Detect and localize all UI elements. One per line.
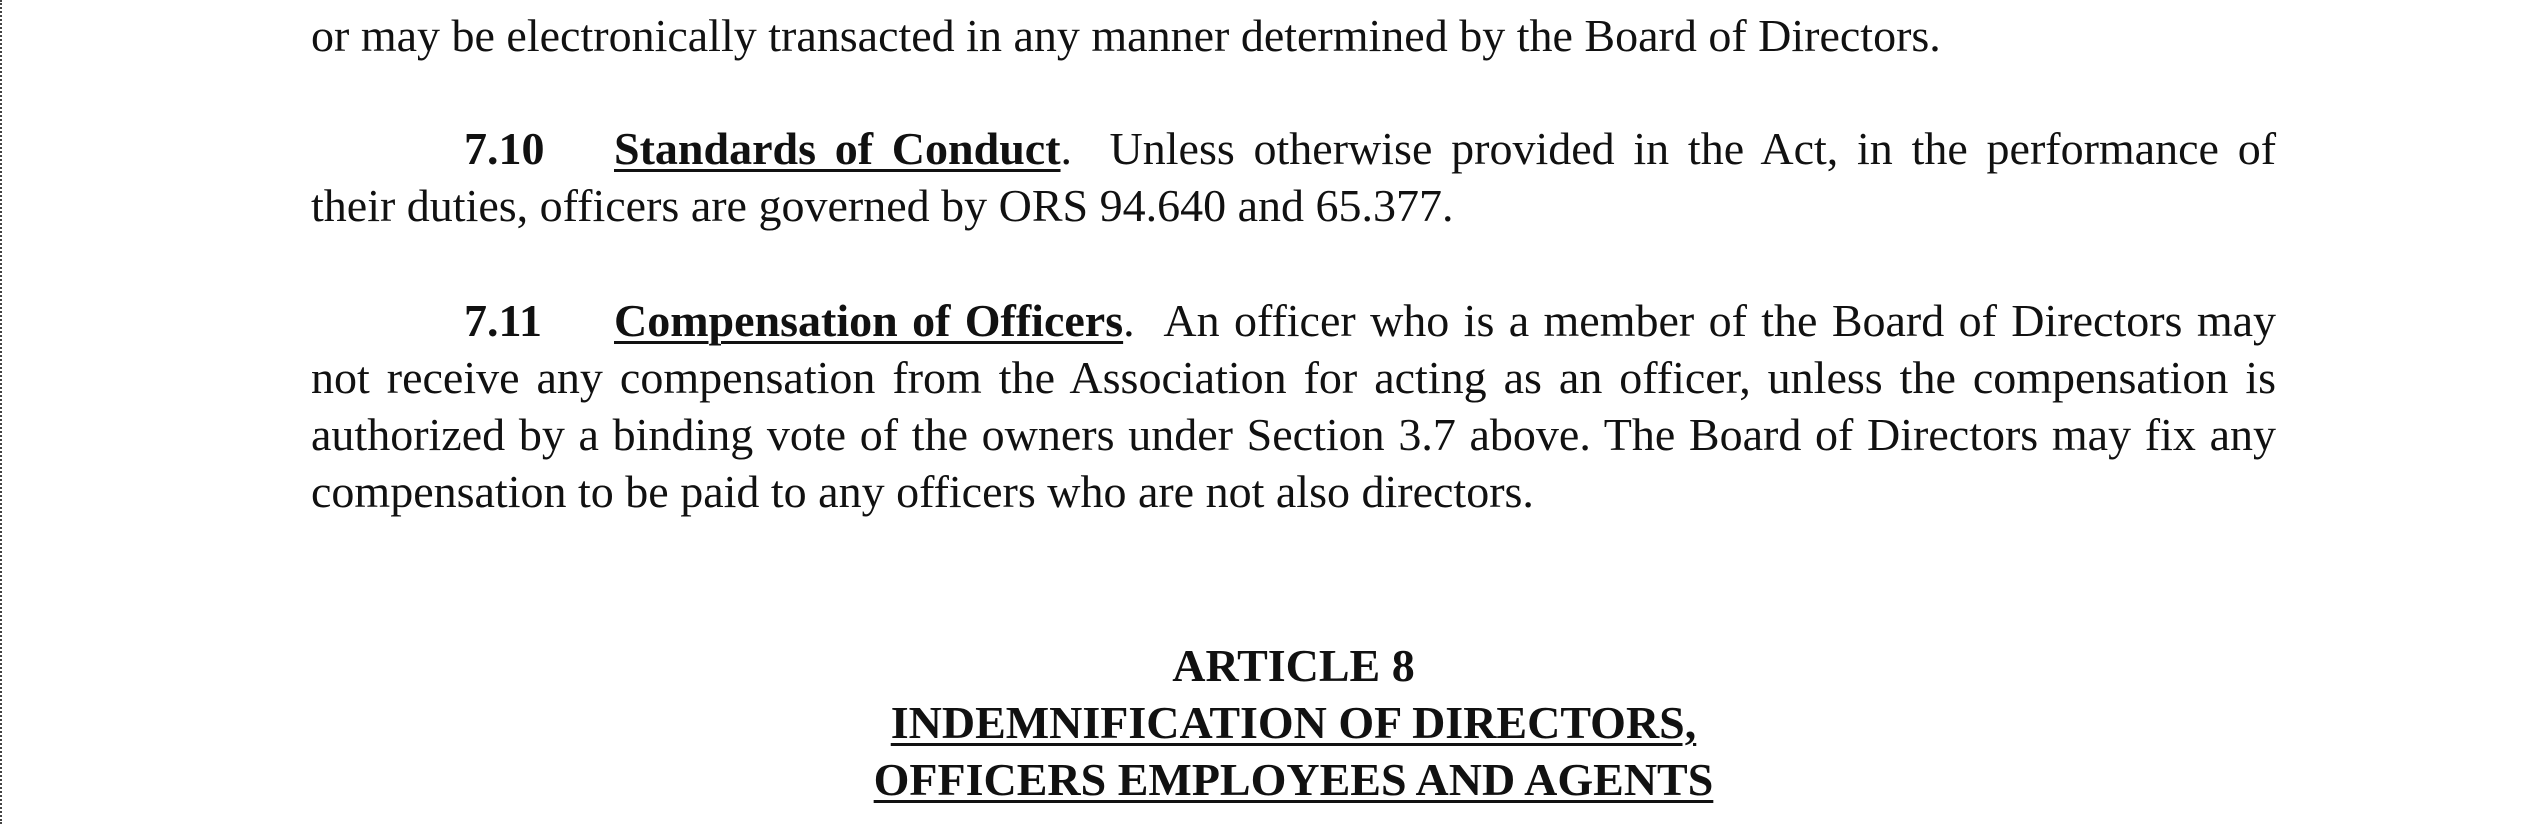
section-number: 7.11 [464, 295, 542, 346]
carryover-text: or may be electronically transacted in any manner determined by the Board of Directors. [311, 10, 1941, 61]
section-heading-suffix: . [1060, 123, 1073, 174]
section-heading: Standards of Conduct [614, 123, 1061, 174]
article-title-line-2: OFFICERS EMPLOYEES AND AGENTS [873, 754, 1714, 805]
section-heading: Compensation of Officers [614, 295, 1124, 346]
section-number: 7.10 [464, 123, 545, 174]
section-body: An officer who is a member of the Board of Directors may not receive any compensation from the Association for acting as an officer, unless the compensation is authorized by a binding vote of the owners under Section 3.7 above. The Board of Directors may fix any compensation to be paid to any officers who are not also directors. [311, 295, 2277, 517]
section-7-11 [311, 292, 2276, 520]
page-left-edge [0, 0, 4, 824]
section-heading-suffix: . [1123, 295, 1135, 346]
article-number: ARTICLE 8 [1172, 640, 1415, 691]
section-body: Unless otherwise provided in the Act, in the performance of their duties, officers are governed by ORS 94.640 and 65.377. [311, 123, 2277, 231]
article-title-line-1: INDEMNIFICATION OF DIRECTORS, [890, 697, 1697, 748]
section-7-10 [311, 120, 2276, 234]
